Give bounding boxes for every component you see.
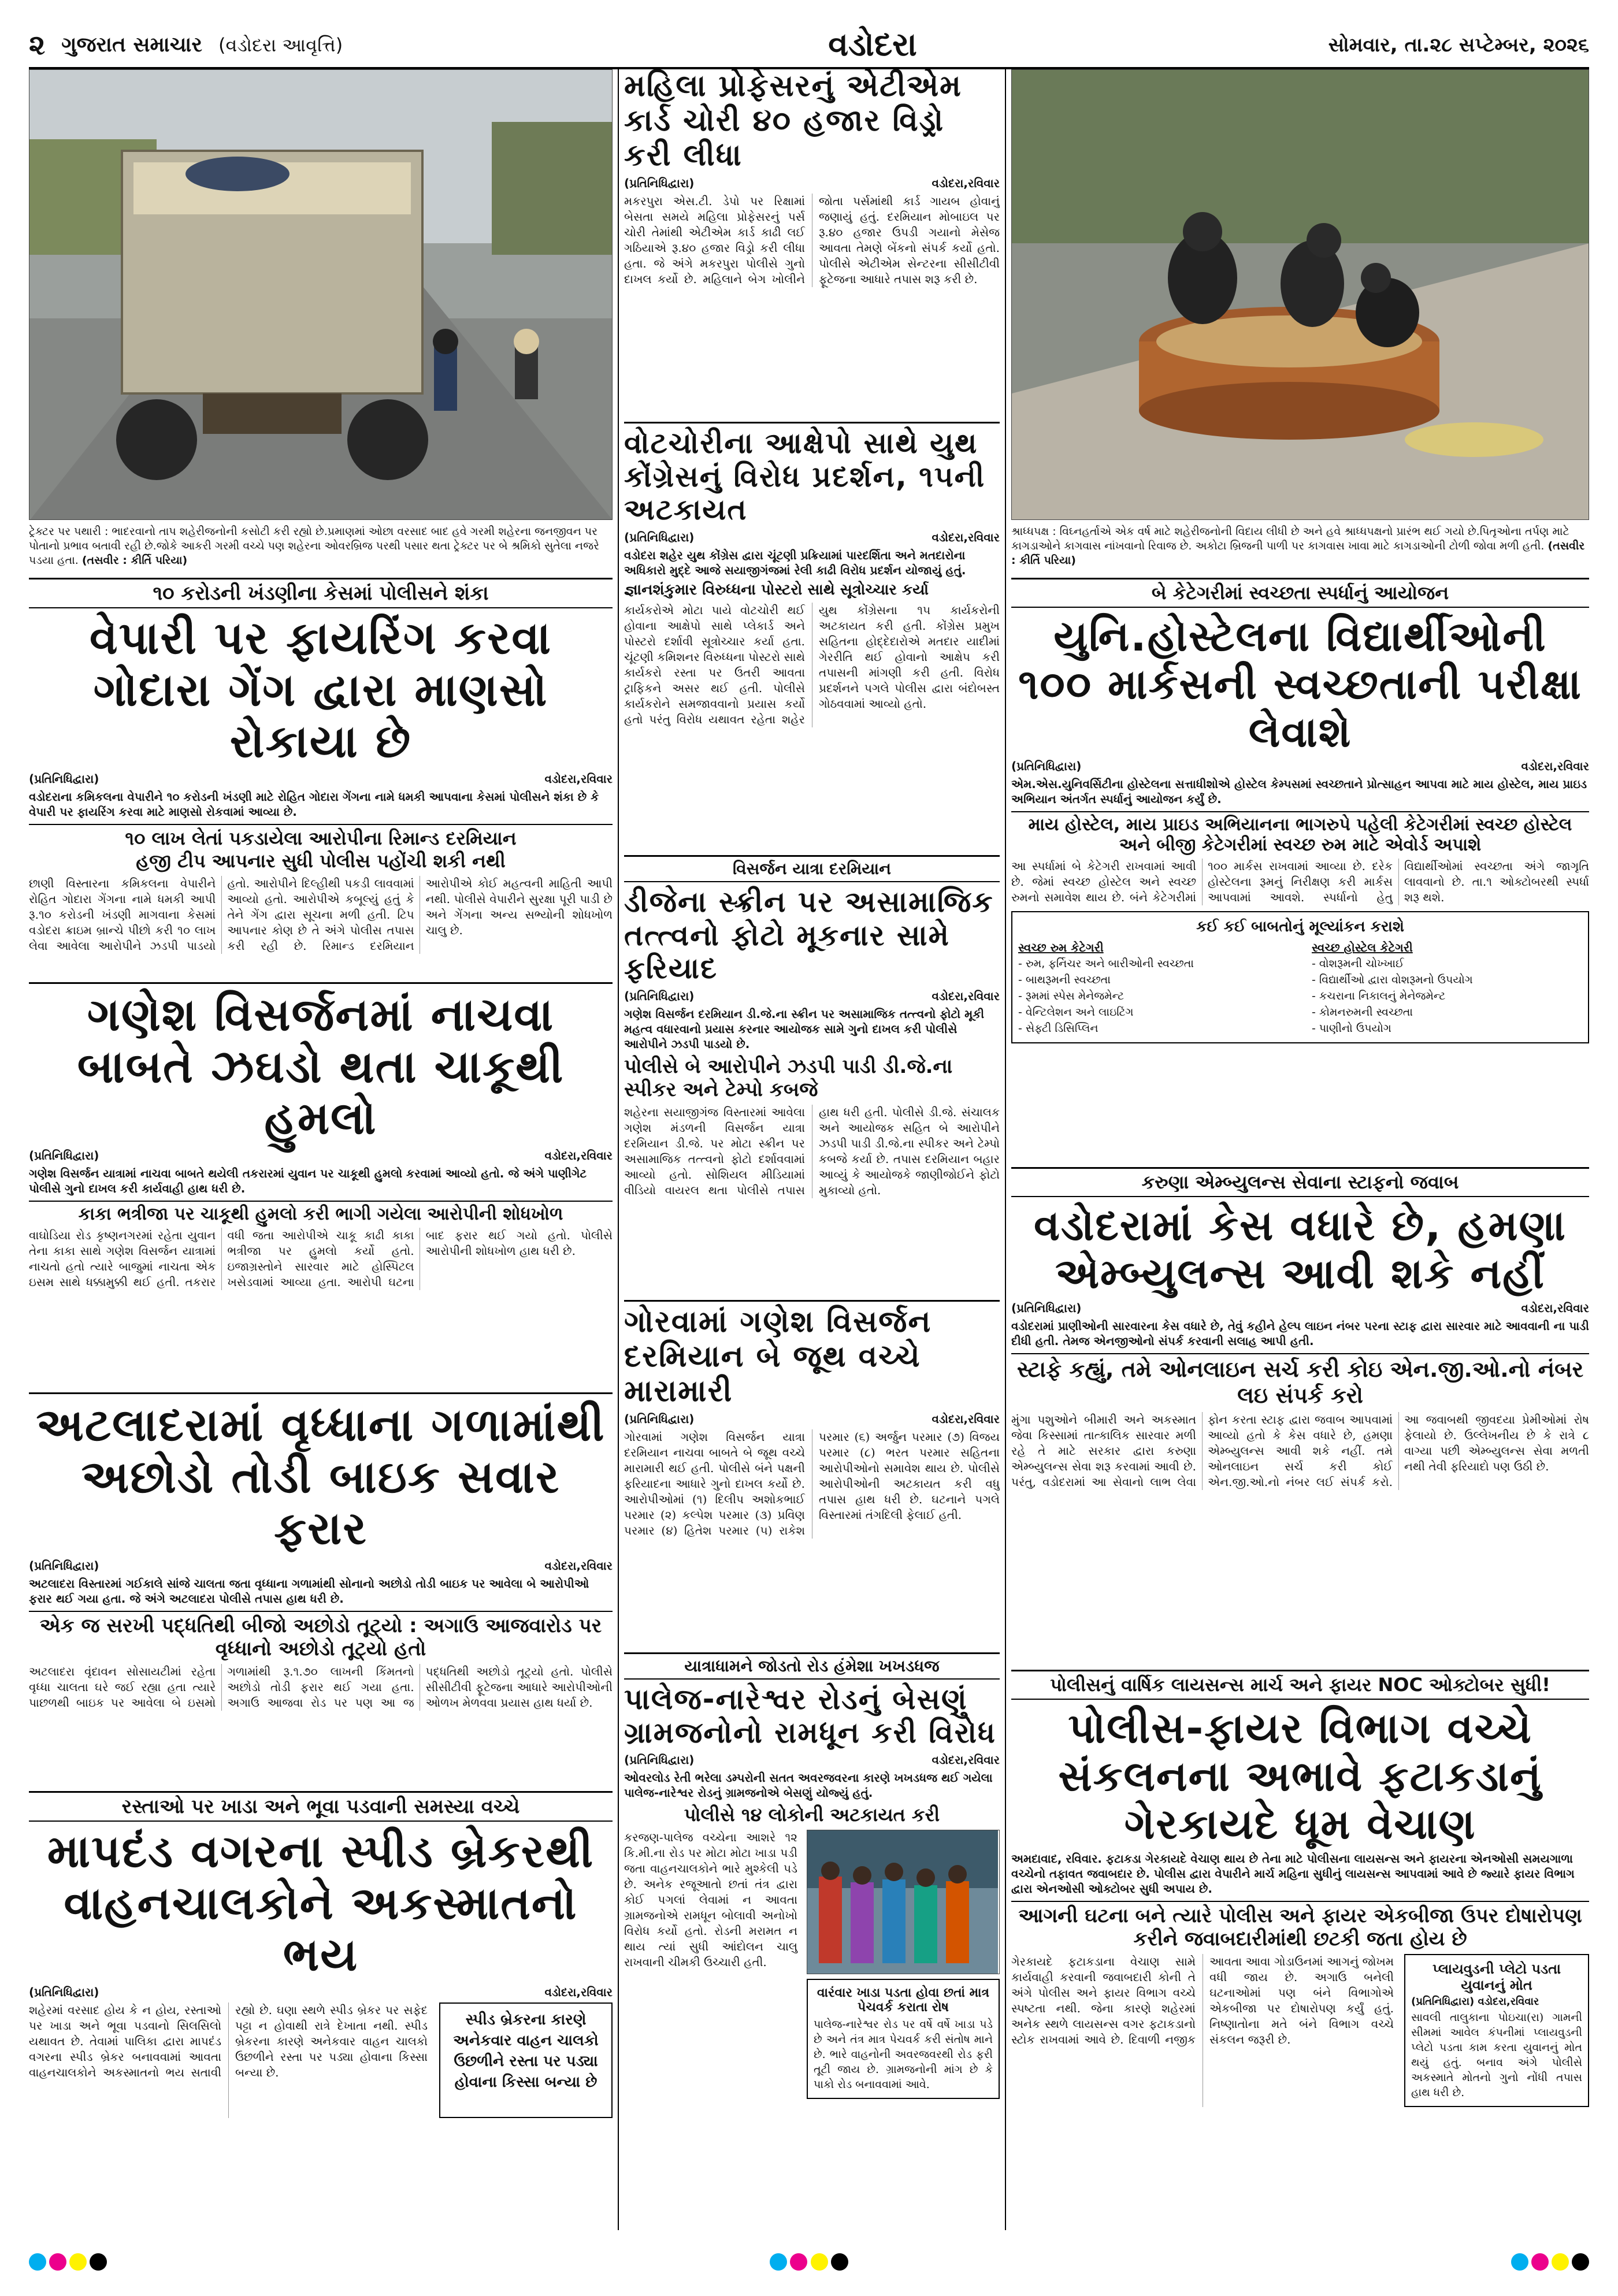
magenta-dot: [790, 2253, 807, 2271]
black-dot: [831, 2253, 848, 2271]
article-body: આ સ્પર્ધામાં બે કેટેગરી રાખવામાં આવી છે. જેમાં સ્વચ્છ હોસ્ટેલ અને સ્વચ્છ રુમનો સમાવેશ થાય છે. બંને કેટેગરીમાં ૧૦૦ માર્કસ રાખવામાં આવ્યા છે. દરેક હોસ્ટેલના રૂમનું નિરીક્ષણ કરી માર્કસ આપવામાં આવશે. સ્પર્ધાનો હેતુ વિદ્યાર્થીઓમાં સ્વચ્છતા અંગે જાગૃતિ લાવવાનો છે. તા.૧ ઓક્ટોબરથી સ્પર્ધા શરૂ થશે.: [1011, 859, 1589, 905]
article-hostel-cleanliness: [1011, 578, 1589, 1156]
photo-crows: [1011, 69, 1589, 520]
caption-text: શ્રાધ્ધપક્ષ : વિઘ્નહર્તાએ એક વર્ષ માટે શહેરીજનોની વિદાય લીધી છે અને હવે શ્રાધ્ધપક્ષનો પ્રારંભ થઈ ગયો છે.પિતૃઓના તર્પણ માટે કાગડાઓને કાગવાસ નાંખવાનો રિવાજ છે. અકોટા બ્રિજની પાળી પર કાગવાસ ખાવા માટે કાગડાઓની ટોળી જોવા મળી હતી.: [1011, 525, 1569, 552]
criteria-column-title: સ્વચ્છ રુમ કેટેગરી: [1018, 941, 1104, 955]
byline: (પ્રતિનિધિદ્વારા): [29, 1559, 99, 1573]
registration-dots-right: [1511, 2253, 1589, 2276]
article-subhead: સ્ટાફે કહ્યું, તમે ઓનલાઇન સર્ચ કરી કોઇ એન.જી.ઓ.નો નંબર લઇ સંપર્ક કરો: [1011, 1353, 1589, 1409]
article-headline: યુનિ.હોસ્ટેલના વિદ્યાર્થીઓની ૧૦૦ માર્કસની સ્વચ્છતાની પરીક્ષા લેવાશે: [1018, 612, 1582, 756]
article-lead: ગણેશ વિસર્જન યાત્રામાં નાચવા બાબતે થયેલી તકરારમાં યુવાન પર ચાકૂથી હુમલો કરવામાં આવ્યો હતો. જે અંગે પાણીગેટ પોલીસે ગુનો દાખલ કરી કાર્યવાહી હાથ ધરી છે.: [29, 1166, 587, 1196]
article-body: મકરપુરા એસ.ટી. ડેપો પર રિક્ષામાં બેસતા સમયે મહિલા પ્રોફેસરનું પર્સ ચોરી તેમાંથી એટીએમ કાર્ડ કાઢી લઈ ગઠિયાએ રૂ.૪૦ હજાર વિડ્રો કરી લીધા હતા. જે અંગે મકરપુરા પોલીસે ગુનો દાખલ કર્યો છે. મહિલાને બેગ ખોલીને જોતા પર્સમાંથી કાર્ડ ગાયબ હોવાનું જણાયું હતું. દરમિયાન મોબાઇલ પર રૂ.૪૦ હજાર ઉપડી ગયાનો મેસેજ આવતા તેમણે બેંકનો સંપર્ક કર્યો હતો. પોલીસે એટીએમ સેન્ટરના સીસીટીવી ફૂટેજના આધારે તપાસ શરૂ કરી છે.: [624, 194, 1000, 287]
criteria-item: - રૂમમાં સ્પેસ મેનેજમેન્ટ: [1018, 990, 1125, 1003]
sidebar-box-title: પ્લાયવુડની પ્લેટો પડતા યુવાનનું મોત: [1433, 1961, 1561, 1994]
article-youth-congress: [624, 422, 1000, 849]
pull-quote: સ્પીડ બ્રેકરના કારણે અનેકવાર વાહન ચાલકો ઉછળીને રસ્તા પર પડ્યા હોવાના કિસ્સા બન્યા છે: [439, 2003, 613, 2118]
photo-tractor-caption: [29, 525, 613, 570]
article-lead: અટલાદરા વિસ્તારમાં ગઈકાલે સાંજે ચાલતા જતા વૃધ્ધાના ગળામાંથી સોનાનો અછોડો તોડી બાઇક પર આવેલા બે આરોપીઓ ફરાર થઈ ગયા હતા. જે અંગે અટલાદરા પોલીસે તપાસ હાથ ધરી છે.: [29, 1577, 589, 1606]
issue-date: સોમવાર, તા.૨૮ સપ્ટેમ્બર, ૨૦૨૬: [1328, 34, 1589, 57]
article-subhead: પોલીસે ૧૪ લોકોની અટકાયત કરી: [684, 1804, 940, 1826]
criteria-column-room: [1018, 939, 1289, 1036]
dateline: વડોદરા,રવિવાર: [932, 176, 1000, 191]
article-dj-screen: [624, 855, 1000, 1294]
article-gorva-clash: [624, 1300, 1000, 1647]
dateline: વડોદરા,રવિવાર: [544, 1559, 613, 1573]
cyan-dot: [29, 2253, 46, 2271]
sidebar-box-body: સાવલી તાલુકાના પોઇચા(રા) ગામની સીમમાં આવેલ કંપનીમાં પ્લાયવુડની પ્લેટો પડતા કામ કરતા યુવાનનું મોત થયું હતું. બનાવ અંગે પોલીસે અકસ્માતે મોતનો ગુનો નોંધી તપાસ હાથ ધરી છે.: [1411, 2011, 1582, 2100]
black-dot: [90, 2253, 107, 2271]
lead-text: ફટાકડા ગેરકાયદે વેચાણ થાય છે તેના માટે પોલીસના લાયસન્સ અને ફાયરના એનઓસી સમયગાળા વચ્ચેનો તફાવત જવાબદાર છે. પોલીસ દ્વારા વેપારીને માર્ચ મહિના સુધીનું લાયસન્સ આપવામાં આવે છે જ્યારે ફાયર વિભાગ દ્વારા એનઓસી ઓક્ટોબર સુધી અપાય છે.: [1011, 1852, 1575, 1896]
article-headline: મહિલા પ્રોફેસરનું એટીએમ કાર્ડ ચોરી ૪૦ હજાર વિડ્રો કરી લીધા: [624, 69, 962, 173]
dateline: વડોદરા,રવિવાર: [932, 989, 1000, 1003]
article-dateline-row: [29, 1149, 613, 1162]
tractor-photo-illustration: [29, 70, 613, 520]
criteria-item: - વેન્ટિલેશન અને લાઇટિંગ: [1018, 1006, 1134, 1019]
article-knife-attack: [29, 982, 613, 1387]
byline: (પ્રતિનિધિદ્વારા): [1011, 1301, 1082, 1315]
byline: (પ્રતિનિધિદ્વારા): [29, 1149, 99, 1163]
magenta-dot: [49, 2253, 66, 2271]
magenta-dot: [1531, 2253, 1549, 2271]
article-headline: વડોદરામાં કેસ વધારે છે, હમણા એમ્બ્યુલન્સ આવી શકે નહીં: [1034, 1201, 1567, 1298]
article-dateline-row: [29, 1985, 613, 1999]
criteria-item: - કોમનરુમની સ્વચ્છતા: [1312, 1006, 1413, 1019]
article-body: કરજણ-પાલેજ વચ્ચેના આશરે ૧૨ કિ.મી.ના રોડ પર મોટા મોટા ખાડા પડી જતા વાહનચાલકોને ભારે મુશ્કેલી પડે છે. અનેક રજૂઆતો છતાં તંત્ર દ્વારા કોઈ પગલાં લેવામાં ન આવતા ગ્રામજનોએ રામધૂન બોલાવી અનોખો વિરોધ કર્યો હતો. રોડની મરામત ન થાય ત્યાં સુધી આંદોલન ચાલુ રાખવાની ચીમકી ઉચ્ચારી હતી.: [624, 1830, 797, 1969]
article-subhead: કાકા ભત્રીજા પર ચાકૂથી હુમલો કરી ભાગી ગયેલા આરોપીની શોધખોળ: [29, 1201, 613, 1224]
yellow-dot: [811, 2253, 828, 2271]
criteria-item: - રુમ, ફર્નિચર અને બારીઓની સ્વચ્છતા: [1018, 957, 1194, 971]
protest-photo-illustration: [807, 1830, 998, 1974]
article-lead: અમદાવાદ, રવિવાર. ફટાકડા ગેરકાયદે વેચાણ થાય છે તેના માટે પોલીસના લાયસન્સ અને ફાયરના એનઓસી સમયગાળા વચ્ચેનો તફાવત જવાબદાર છે. પોલીસ દ્વારા વેપારીને માર્ચ મહિના સુધીનું લાયસન્સ આપવામાં આવે છે જ્યારે ફાયર વિભાગ દ્વારા એનઓસી ઓક્ટોબર સુધી અપાય છે.: [1011, 1852, 1575, 1896]
evaluation-criteria-title: કઈ કઈ બાબતોનું મૂલ્યાંકન કરાશે: [1196, 918, 1404, 936]
article-kicker: બે કેટેગરીમાં સ્વચ્છતા સ્પર્ધાનું આયોજન: [1011, 578, 1589, 608]
byline: (પ્રતિનિધિદ્વારા): [624, 1753, 695, 1767]
dateline: વડોદરા,રવિવાર: [932, 530, 1000, 544]
criteria-item: - પાણીનો ઉપયોગ: [1312, 1022, 1391, 1035]
newspaper-page: [29, 69, 1589, 2230]
caption-text: ટ્રેક્ટર પર પથારી : ભાદરવાનો તાપ શહેરીજનોની કસોટી કરી રહ્યો છે.પ્રમાણમાં ઓછા વરસાદ બાદ હવે ગરમી શહેરના જનજીવન પર પોતાનો પ્રભાવ બતાવી રહી છે.જોકે આકરી ગરમી વચ્ચે પણ શહેરના ઓવરબ્રિજ પરથી પસાર થતા ટ્રેક્ટર પર બે શ્રમિકો સુતેલા નજરે પડયા હતા.: [29, 525, 599, 567]
article-body: છાણી વિસ્તારના કમિકલના વેપારીને રોહિત ગોદારા ગેંગના નામે ધમકી આપી રૂ.૧૦ કરોડની ખંડણી માગવાના કેસમાં વડોદરા ક્રાઇમ બ્રાન્ચે પીછો કરી ૧૦ લાખ લેવા આવેલા આરોપીને ઝડપી પાડયો હતો. આરોપીને દિલ્હીથી પકડી લાવવામાં આવ્યો હતો. આરોપીએ કબૂલ્યું હતું કે તેને ગેંગ દ્વારા સૂચના મળી હતી. ટિપ આપનાર કોણ છે તે અંગે પોલીસ તપાસ કરી રહી છે. રિમાન્ડ દરમિયાન આરોપીએ કોઈ મહત્વની માહિતી આપી નથી. પોલીસે વેપારીને સુરક્ષા પૂરી પાડી છે અને ગેંગના અન્ય સભ્યોની શોધખોળ ચાલુ છે.: [29, 876, 613, 953]
dateline: વડોદરા,રવિવાર: [932, 1753, 1000, 1767]
article-headline: અટલાદરામાં વૃધ્ધાના ગળામાંથી અછોડો તોડી બાઇક સવાર ફરાર: [36, 1399, 606, 1555]
sidebar-box-dateline: (પ્રતિનિધિદ્વારા) વડોદરા,રવિવાર: [1411, 1996, 1539, 2008]
dateline: વડોદરા,રવિવાર: [544, 772, 613, 786]
byline: (પ્રતિનિધિદ્વારા): [1011, 759, 1082, 774]
criteria-item: - વોશરૂમની ચોખ્ખાઈ: [1312, 957, 1404, 971]
dateline: વડોદરા,રવિવાર: [932, 1412, 1000, 1426]
photo-villagers-protest: [807, 1830, 1000, 1974]
article-subhead: આગની ઘટના બને ત્યારે પોલીસ અને ફાયર એકબીજા ઉપર દોષારોપણ કરીને જવાબદારીમાંથી છટકી જતા હોય છે: [1011, 1901, 1589, 1951]
article-headline: વેપારી પર ફાયરિંગ કરવા ગોદારા ગેંગ દ્વારા માણસો રોકાયા છે: [89, 612, 552, 768]
article-subhead: માય હોસ્ટેલ, માય પ્રાઇડ અભિયાનના ભાગરુપે પહેલી કેટેગરીમાં સ્વચ્છ હોસ્ટેલ અને બીજી કેટેગરીમાં સ્વચ્છ રુમ માટે એવોર્ડ અપાશે: [1011, 811, 1589, 855]
article-speed-breaker: [29, 1791, 613, 2230]
article-headline: વોટચોરીના આક્ષેપો સાથે યુથ કોંગ્રેસનું વિરોધ પ્રદર્શન, ૧૫ની અટકાયત: [624, 426, 986, 526]
sidebar-box-body: પાલેજ-નારેશ્વર રોડ પર વર્ષે વર્ષે ખાડા પડે છે અને તંત્ર માત્ર પેચવર્ક કરી સંતોષ માને છે. ભારે વાહનોની અવરજવરથી રોડ ફરી તૂટી જાય છે. ગ્રામજનોની માંગ છે કે પાકો રોડ બનાવવામાં આવે.: [814, 2018, 993, 2091]
sidebar-box-potholes: [807, 1979, 1000, 2099]
photo-crows-caption: [1011, 525, 1589, 570]
dateline: અમદાવાદ, રવિવાર: [1011, 1852, 1098, 1866]
evaluation-criteria-grid: [1018, 939, 1582, 1036]
article-body: વાઘોડિયા રોડ કૃષ્ણનગરમાં રહેતા યુવાન તેના કાકા સાથે ગણેશ વિસર્જન યાત્રામાં નાચતો હતો ત્યારે બાજુમાં નાચતા એક ઇસમ સાથે ધક્કામુક્કી થઈ હતી. તકરાર વધી જતા આરોપીએ ચાકૂ કાઢી કાકા ભત્રીજા પર હુમલો કર્યો હતો. ઇજાગ્રસ્તોને સારવાર માટે હોસ્પિટલ ખસેડવામાં આવ્યા હતા. આરોપી ઘટના બાદ ફરાર થઈ ગયો હતો. પોલીસે આરોપીની શોધખોળ હાથ ધરી છે.: [29, 1228, 613, 1290]
article-lead: ઓવરલોડ રેતી ભરેલા ડમ્પરોની સતત અવરજવરના કારણે ખખડધજ થઈ ગયેલા પાલેજ-નારેશ્વર રોડનું ગ્રામજનોએ બેસણું યોજ્યું હતું.: [624, 1771, 993, 1800]
article-lead: ગણેશ વિસર્જન દરમિયાન ડી.જે.ના સ્ક્રીન પર અસામાજિક તત્ત્વનો ફોટો મૂકી મહત્વ વધારવાનો પ્રયાસ કરનાર આયોજક સામે ગુનો દાખલ કરી પોલીસે આરોપીને ઝડપી પાડયો છે.: [624, 1006, 985, 1051]
article-headline: પાલેજ-નારેશ્વર રોડનું બેસણું ગ્રામજનોનો રામધૂન કરી વિરોધ: [624, 1682, 996, 1749]
article-kicker: ૧૦ કરોડની ખંડણીના કેસમાં પોલીસને શંકા: [29, 578, 613, 608]
article-extortion: [29, 578, 613, 976]
article-subhead: હજી ટીપ આપનાર સુધી પોલીસ પહોંચી શકી નથી: [136, 850, 506, 872]
article-lead: વડોદરા શહેર યુથ કોંગ્રેસ દ્વારા ચૂંટણી પ્રક્રિયામાં પારદર્શિતા અને મતદારોના અધિકારો મુદ્દે આજે સયાજીગંજમાં રેલી કાઢી વિરોધ પ્રદર્શન યોજાયું હતું.: [624, 548, 966, 577]
article-body: ગેરકાયદે ફટાકડાના વેચાણ સામે કાર્યવાહી કરવાની જવાબદારી કોની તે અંગે પોલીસ અને ફાયર વિભાગ વચ્ચે સ્પષ્ટતા નથી. જેના કારણે શહેરમાં અનેક સ્થળે લાયસન્સ વગર ફટાકડાનો સ્ટોક રાખવામાં આવે છે. દિવાળી નજીક આવતા આવા ગોડાઉનમાં આગનું જોખમ વધી જાય છે. અગાઉ બનેલી ઘટનાઓમાં પણ બંને વિભાગોએ એકબીજા પર દોષારોપણ કર્યું હતું. નિષ્ણાતોના મતે બંને વિભાગ વચ્ચે સંકલન જરૂરી છે.: [1011, 1955, 1394, 2047]
column-rule: [618, 69, 619, 2230]
criteria-column-hostel: [1312, 939, 1582, 1036]
byline: (પ્રતિનિધિદ્વારા): [624, 1412, 695, 1426]
paper-name: ગુજરાત સમાચાર: [61, 33, 202, 57]
article-headline: ગણેશ વિસર્જનમાં નાચવા બાબતે ઝઘડો થતા ચાકૂથી હુમલો: [77, 989, 565, 1145]
article-dateline-row: [624, 1753, 1000, 1767]
article-kicker: વિસર્જન યાત્રા દરમિયાન: [624, 855, 1000, 882]
article-dateline-row: [29, 772, 613, 786]
dateline: વડોદરા,રવિવાર: [544, 1985, 613, 2000]
article-body: ગોરવામાં ગણેશ વિસર્જન યાત્રા દરમિયાન નાચવા બાબતે બે જૂથ વચ્ચે મારામારી થઈ હતી. પોલીસે બંને પક્ષની ફરિયાદના આધારે ગુનો દાખલ કર્યો છે. આરોપીઓમાં (૧) દિલીપ અશોકભાઈ પરમાર (૨) કલ્પેશ પરમાર (૩) પ્રવિણ પરમાર (૪) હિતેશ પરમાર (૫) રાકેશ પરમાર (૬) અર્જુન પરમાર (૭) વિજય પરમાર (૮) ભરત પરમાર સહિતના આરોપીઓનો સમાવેશ થાય છે. પોલીસે આરોપીઓની અટકાયત કરી વધુ તપાસ હાથ ધરી છે. ઘટનાને પગલે વિસ્તારમાં તંગદિલી ફેલાઈ હતી.: [624, 1430, 1000, 1538]
byline: (પ્રતિનિધિદ્વારા): [624, 530, 695, 544]
criteria-item: - કચરાના નિકાલનું મેનેજમેન્ટ: [1312, 990, 1446, 1003]
yellow-dot: [69, 2253, 87, 2271]
article-subhead: પોલીસે બે આરોપીને ઝડપી પાડી ડી.જે.ના સ્પીકર અને ટેમ્પો કબજે: [624, 1054, 953, 1101]
article-headline: ડીજેના સ્ક્રીન પર અસામાજિક તત્ત્વનો ફોટો મૂકનાર સામે ફરિયાદ: [624, 885, 994, 985]
photo-credit: (તસવીર : કીર્તિ પરિયા): [81, 554, 188, 567]
registration-dots-center: [770, 2253, 848, 2276]
article-dateline-row: [624, 176, 1000, 190]
page-masthead: [29, 23, 1589, 69]
byline: (પ્રતિનિધિદ્વારા): [29, 1985, 99, 2000]
article-dateline-row: [29, 1559, 613, 1573]
photo-credit: (તસવીર : કીર્તિ પરિયા): [1011, 540, 1585, 567]
article-firecrackers: [1011, 1670, 1589, 2230]
cyan-dot: [770, 2253, 787, 2271]
criteria-column-title: સ્વચ્છ હોસ્ટેલ કેટેગરી: [1312, 941, 1413, 955]
dateline: વડોદરા,રવિવાર: [1521, 759, 1589, 774]
article-kicker: યાત્રાધામને જોડતો રોડ હંમેશા ખખડધજ: [624, 1652, 1000, 1680]
article-headline: ગોરવામાં ગણેશ વિસર્જન દરમિયાન બે જૂથ વચ્ચે મારામારી: [624, 1305, 932, 1409]
article-body: શહેરના સયાજીગંજ વિસ્તારમાં આવેલા ગણેશ મંડળની વિસર્જન યાત્રા દરમિયાન ડી.જે. પર મોટા સ્ક્રીન પર અસામાજિક તત્ત્વનો ફોટો દર્શાવવામાં આવ્યો હતો. સોશિયલ મીડિયામાં વીડિયો વાયરલ થતા પોલીસે તપાસ હાથ ધરી હતી. પોલીસે ડી.જે. સંચાલક અને આયોજક સહિત બે આરોપીને ઝડપી પાડી ડી.જે.ના સ્પીકર અને ટેમ્પો કબજે કર્યા છે. તપાસ દરમિયાન બહાર આવ્યું કે આયોજકે જાણીજોઈને ફોટો મુકાવ્યો હતો.: [624, 1105, 1000, 1197]
black-dot: [1572, 2253, 1589, 2271]
article-chain-snatching: [29, 1392, 613, 1785]
article-body: શહેરમાં વરસાદ હોય કે ન હોય, રસ્તાઓ પર ખાડા અને ભૂવા પડવાનો સિલસિલો યથાવત છે. તેવામાં પાલિકા દ્વારા માપદંડ વગરના સ્પીડ બ્રેકર બનાવવામાં આવતા વાહનચાલકોને અકસ્માતનો ભય સતાવી રહ્યો છે. ઘણા સ્થળે સ્પીડ બ્રેકર પર સફેદ પટ્ટા ન હોવાથી રાત્રે દેખાતા નથી. સ્પીડ બ્રેકરના કારણે અનેકવાર વાહન ચાલકો ઉછળીને રસ્તા પર પડ્યા હોવાના કિસ્સા બન્યા છે.: [29, 2003, 428, 2080]
criteria-item: - બાથરૂમની સ્વચ્છતા: [1018, 974, 1111, 987]
article-lead: વડોદરામાં પ્રાણીઓની સારવારના કેસ વધારે છે, તેવું કહીને હેલ્પ લાઇન નંબર પરના સ્ટાફ દ્વારા સારવાર માટે આવવાની ના પાડી દીધી હતી. તેમજ એનજીઓનો સંપર્ક કરવાની સલાહ આપી હતી.: [1011, 1318, 1589, 1348]
article-dateline-row: [624, 989, 1000, 1003]
evaluation-criteria-box: [1011, 911, 1589, 1043]
article-subhead: એક જ સરખી પદ્ધતિથી બીજો અછોડો તૂટ્યો : અગાઉ આજવારોડ પર વૃધ્ધાનો અછોડો તૂટ્યો હતો: [29, 1611, 613, 1660]
byline: (પ્રતિનિધિદ્વારા): [29, 772, 99, 786]
print-registration-marks: [29, 2253, 1589, 2276]
article-dateline-row: [624, 530, 1000, 544]
article-headline: પોલીસ-ફાયર વિભાગ વચ્ચે સંકલનના અભાવે ફટાકડાનું ગેરકાયદે ધૂમ વેચાણ: [1058, 1704, 1542, 1848]
article-dateline-row: [624, 1412, 1000, 1426]
article-subhead: ૧૦ લાખ લેતાં પકડાયેલા આરોપીના રિમાન્ડ દરમિયાન: [29, 824, 613, 850]
masthead-left: [29, 29, 343, 62]
article-dateline-row: [1011, 759, 1589, 773]
criteria-item: - સેફ્ટી ડિસિપ્લિન: [1018, 1022, 1099, 1035]
dateline: વડોદરા,રવિવાર: [544, 1149, 613, 1163]
article-palej-road: [624, 1652, 1000, 2230]
article-kicker: રસ્તાઓ પર ખાડા અને ભૂવા પડવાની સમસ્યા વચ્ચે: [29, 1791, 613, 1822]
criteria-item: - વિદ્યાર્થીઓ દ્વારા વોશરૂમનો ઉપયોગ: [1312, 974, 1473, 987]
article-body: મુંગા પશુઓને બીમારી અને અકસ્માત જેવા કિસ્સામાં તાત્કાલિક સારવાર મળી રહે તે માટે સરકાર દ્વારા કરુણા એમ્બ્યુલન્સ સેવા શરૂ કરવામાં આવી છે. પરંતુ, વડોદરામાં આ સેવાનો લાભ લેવા ફોન કરતા સ્ટાફ દ્વારા જવાબ આપવામાં આવ્યો હતો કે કેસ વધારે છે, હમણા એમ્બ્યુલન્સ આવી શકે નહીં. તમે ઓનલાઇન સર્ચ કરી કોઈ એન.જી.ઓ.નો નંબર લઈ સંપર્ક કરો. આ જવાબથી જીવદયા પ્રેમીઓમાં રોષ ફેલાયો છે. ઉલ્લેખનીય છે કે રાત્રે ૮ વાગ્યા પછી એમ્બ્યુલન્સ સેવા મળતી નથી તેવી ફરિયાદો પણ ઉઠી છે.: [1011, 1412, 1589, 1489]
article-headline: માપદંડ વગરના સ્પીડ બ્રેકરથી વાહનચાલકોને અકસ્માતનો ભય: [47, 1826, 595, 1982]
sidebar-box-title: વારંવાર ખાડા પડતા હોવા છતાં માત્ર પેચવર્ક કરાતા રોષ: [817, 1986, 990, 2015]
byline: (પ્રતિનિધિદ્વારા): [624, 989, 695, 1003]
article-atm-theft: [624, 69, 1000, 416]
photo-tractor: [29, 69, 613, 520]
article-ambulance: [1011, 1167, 1589, 1664]
page-number: ૨: [29, 28, 46, 61]
city-section-title: વડોદરા: [828, 26, 917, 64]
edition-label: (વડોદરા આવૃત્તિ): [218, 34, 343, 56]
article-subhead: જ્ઞાનશંકુમાર વિરુધ્ધના પોસ્ટરો સાથે સૂત્રોચ્ચાર કર્યા: [624, 581, 929, 599]
byline: (પ્રતિનિધિદ્વારા): [624, 176, 695, 191]
column-rule: [1005, 69, 1006, 2230]
article-kicker: પોલીસનું વાર્ષિક લાયસન્સ માર્ચ અને ફાયર NOC ઓક્ટોબર સુધી!: [1011, 1670, 1589, 1700]
sidebar-box-plywood: [1404, 1954, 1589, 2107]
article-body: કાર્યકરોએ મોટા પાયે વોટચોરી થઈ હોવાના આક્ષેપો સાથે પ્લેકાર્ડ અને પોસ્ટરો દર્શાવી સૂત્રોચ્ચાર કર્યા હતા. ચૂંટણી કમિશનર વિરુધ્ધના પોસ્ટરો સાથે કાર્યકરો રસ્તા પર ઉતરી આવતા ટ્રાફિકને અસર થઈ હતી. પોલીસે કાર્યકરોને સમજાવવાનો પ્રયાસ કર્યો હતો પરંતુ વિરોધ યથાવત રહેતા શહેર યુથ કોંગ્રેસના ૧૫ કાર્યકરોની અટકાયત કરી હતી. કોંગ્રેસ પ્રમુખ સહિતના હોદ્દેદારોએ મતદાર યાદીમાં ગેરરીતિ થઈ હોવાનો આક્ષેપ કરી તપાસની માંગણી કરી હતી. વિરોધ પ્રદર્શનને પગલે પોલીસ દ્વારા બંદોબસ્ત ગોઠવવામાં આવ્યો હતો.: [624, 603, 1000, 726]
cyan-dot: [1511, 2253, 1528, 2271]
yellow-dot: [1552, 2253, 1569, 2271]
article-lead: વડોદરાના કમિકલના વેપારીને ૧૦ કરોડની ખંડણી માટે રોહિત ગોદારા ગેંગના નામે ધમકી આપવાના કેસમાં પોલીસને શંકા છે કે વેપારી પર ફાયરિંગ કરવા માટે માણસો રોકવામાં આવ્યા છે.: [29, 790, 599, 819]
registration-dots-left: [29, 2253, 107, 2276]
dateline: વડોદરા,રવિવાર: [1521, 1301, 1589, 1315]
article-lead: એમ.એસ.યુનિવર્સિટીના હોસ્ટેલના સત્તાધીશોએ હોસ્ટેલ કેમ્પસમાં સ્વચ્છતાને પ્રોત્સાહન આપવા માટે માય હોસ્ટેલ, માય પ્રાઇડ અભિયાન અંતર્ગત સ્પર્ધાનું આયોજન કર્યું છે.: [1011, 777, 1587, 807]
article-kicker: કરુણા એમ્બ્યુલન્સ સેવાના સ્ટાફનો જવાબ: [1011, 1167, 1589, 1197]
article-dateline-row: [1011, 1301, 1589, 1315]
article-body: અટલાદરા વૃંદાવન સોસાયટીમાં રહેતા વૃધ્ધા ચાલતા ઘરે જઈ રહ્યા હતા ત્યારે પાછળથી બાઇક પર આવેલા બે ઇસમો ગળામાંથી રૂ.૧.૭૦ લાખની કિંમતનો અછોડો તોડી ફરાર થઈ ગયા હતા. અગાઉ આજવા રોડ પર પણ આ જ પદ્ધતિથી અછોડો તૂટ્યો હતો. પોલીસે સીસીટીવી ફૂટેજના આધારે આરોપીઓની ઓળખ મેળવવા પ્રયાસ હાથ ધર્યા છે.: [29, 1665, 613, 1710]
crows-photo-illustration: [1012, 70, 1589, 520]
